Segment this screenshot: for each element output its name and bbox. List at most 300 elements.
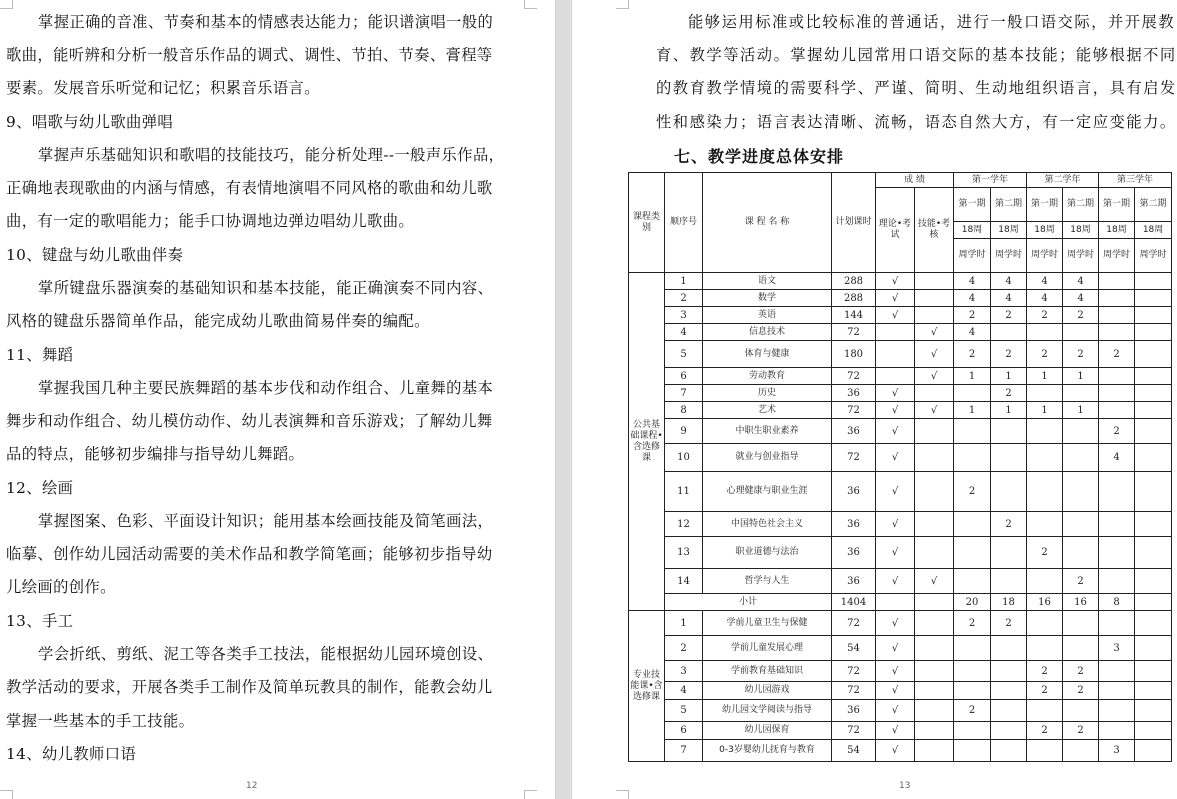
weekly-hours-cell: 2 — [1099, 419, 1135, 444]
page-corner-mark — [616, 790, 629, 799]
skill-check-cell — [915, 636, 954, 661]
seq-cell: 7 — [665, 385, 703, 402]
weekly-hours-cell — [1135, 611, 1172, 636]
header-cell-year: 第一学年 — [954, 173, 1027, 188]
course-name-cell: 中职生职业素养 — [703, 419, 832, 444]
skill-check-cell: √ — [915, 402, 954, 419]
skill-check-cell — [915, 537, 954, 569]
weekly-hours-cell — [1027, 636, 1063, 661]
seq-cell: 6 — [665, 722, 703, 740]
theory-check-cell: √ — [876, 512, 915, 537]
hours-cell: 72 — [832, 402, 876, 419]
weekly-hours-cell — [1063, 537, 1099, 569]
paragraph-line: 掌握一些基本的手工技能。 — [6, 712, 195, 730]
header-cell-weeks: 18周 — [954, 222, 991, 239]
course-name-cell: 劳动教育 — [703, 368, 832, 385]
empty-cell — [915, 594, 954, 611]
header-cell-weeks: 18周 — [991, 222, 1027, 239]
weekly-hours-cell — [1063, 611, 1099, 636]
weekly-hours-cell: 1 — [1063, 402, 1099, 419]
weekly-hours-cell: 2 — [1027, 537, 1063, 569]
hours-cell: 288 — [832, 290, 876, 307]
weekly-hours-cell: 2 — [954, 611, 991, 636]
weekly-hours-cell — [1099, 569, 1135, 594]
header-cell-term: 第一期 — [1027, 188, 1063, 222]
weekly-hours-cell: 2 — [1063, 569, 1099, 594]
weekly-hours-cell: 2 — [1063, 661, 1099, 682]
weekly-hours-cell — [1099, 512, 1135, 537]
hours-cell: 144 — [832, 307, 876, 324]
weekly-hours-cell — [1027, 512, 1063, 537]
hours-cell: 54 — [832, 636, 876, 661]
course-name-cell: 体育与健康 — [703, 341, 832, 368]
weekly-hours-cell — [1063, 636, 1099, 661]
weekly-hours-cell: 4 — [954, 324, 991, 341]
weekly-hours-cell — [954, 385, 991, 402]
theory-check-cell — [876, 324, 915, 341]
weekly-hours-cell — [991, 636, 1027, 661]
theory-check-cell: √ — [876, 700, 915, 722]
weekly-hours-cell — [1135, 722, 1172, 740]
weekly-hours-cell: 3 — [1099, 636, 1135, 661]
weekly-hours-cell — [954, 740, 991, 762]
subtotal-row — [629, 594, 1172, 611]
weekly-hours-cell — [1099, 537, 1135, 569]
theory-check-cell: √ — [876, 385, 915, 402]
hours-cell: 72 — [832, 368, 876, 385]
seq-cell: 11 — [665, 472, 703, 512]
seq-cell: 1 — [665, 273, 703, 290]
seq-cell: 9 — [665, 419, 703, 444]
document-page-right — [571, 0, 1177, 799]
header-cell-term: 第二期 — [1135, 188, 1172, 222]
seq-cell: 13 — [665, 537, 703, 569]
header-cell-hours: 计划课时 — [832, 173, 876, 273]
weekly-hours-cell — [991, 661, 1027, 682]
subtotal-term-cell: 16 — [1063, 594, 1099, 611]
weekly-hours-cell — [1099, 402, 1135, 419]
weekly-hours-cell — [1135, 444, 1172, 472]
theory-check-cell: √ — [876, 569, 915, 594]
paragraph-line: 舞步和动作组合、幼儿模仿动作、幼儿表演舞和音乐游戏；了解幼儿舞 — [6, 412, 493, 430]
weekly-hours-cell — [991, 740, 1027, 762]
course-name-cell: 数学 — [703, 290, 832, 307]
weekly-hours-cell — [1063, 512, 1099, 537]
hours-cell: 36 — [832, 419, 876, 444]
table-row — [629, 402, 1172, 419]
weekly-hours-cell — [1099, 700, 1135, 722]
paragraph-line: 学会折纸、剪纸、泥工等各类手工技法，能根据幼儿园环境创设、 — [38, 645, 494, 663]
seq-cell: 10 — [665, 444, 703, 472]
weekly-hours-cell: 4 — [1027, 273, 1063, 290]
course-name-cell: 艺术 — [703, 402, 832, 419]
theory-check-cell: √ — [876, 537, 915, 569]
subtotal-term-cell: 18 — [991, 594, 1027, 611]
weekly-hours-cell: 2 — [954, 472, 991, 512]
weekly-hours-cell — [1027, 385, 1063, 402]
weekly-hours-cell — [991, 700, 1027, 722]
header-cell-year: 第二学年 — [1027, 173, 1099, 188]
course-name-cell: 幼儿园保育 — [703, 722, 832, 740]
course-name-cell: 学前儿童卫生与保健 — [703, 611, 832, 636]
weekly-hours-cell — [991, 472, 1027, 512]
weekly-hours-cell — [1099, 385, 1135, 402]
weekly-hours-cell — [991, 444, 1027, 472]
weekly-hours-cell: 4 — [991, 273, 1027, 290]
section-heading: 12、绘画 — [6, 479, 74, 497]
weekly-hours-cell — [1027, 419, 1063, 444]
course-name-cell: 幼儿园文学阅读与指导 — [703, 700, 832, 722]
weekly-hours-cell — [1135, 368, 1172, 385]
theory-check-cell: √ — [876, 740, 915, 762]
empty-cell — [876, 594, 915, 611]
weekly-hours-cell: 2 — [1063, 341, 1099, 368]
skill-check-cell — [915, 512, 954, 537]
weekly-hours-cell: 1 — [954, 368, 991, 385]
course-name-cell: 职业道德与法治 — [703, 537, 832, 569]
hours-cell: 36 — [832, 700, 876, 722]
weekly-hours-cell: 2 — [1063, 307, 1099, 324]
header-row — [629, 173, 1172, 188]
weekly-hours-cell: 4 — [1063, 273, 1099, 290]
header-cell-term: 第一期 — [1099, 188, 1135, 222]
skill-check-cell — [915, 661, 954, 682]
header-cell-weekly-hours: 周学时 — [1099, 239, 1135, 273]
weekly-hours-cell: 4 — [1099, 444, 1135, 472]
theory-check-cell: √ — [876, 611, 915, 636]
weekly-hours-cell: 2 — [991, 611, 1027, 636]
page-number: 12 — [246, 781, 258, 791]
weekly-hours-cell — [991, 324, 1027, 341]
table-row — [629, 537, 1172, 569]
weekly-hours-cell: 2 — [991, 512, 1027, 537]
weekly-hours-cell: 1 — [991, 402, 1027, 419]
weekly-hours-cell — [1099, 722, 1135, 740]
paragraph-line: 临摹、创作幼儿园活动需要的美术作品和教学简笔画；能够初步指导幼 — [6, 545, 493, 563]
hours-cell: 72 — [832, 611, 876, 636]
course-name-cell: 幼儿园游戏 — [703, 682, 832, 700]
theory-check-cell: √ — [876, 290, 915, 307]
weekly-hours-cell: 1 — [1027, 402, 1063, 419]
weekly-hours-cell — [1135, 419, 1172, 444]
header-cell-weekly-hours: 周学时 — [1135, 239, 1172, 273]
weekly-hours-cell — [954, 419, 991, 444]
paragraph-line: 掌握正确的音准、节奏和基本的情感表达能力；能识谱演唱一般的 — [38, 13, 494, 31]
paragraph-line: 风格的键盘乐器简单作品，能完成幼儿歌曲简易伴奏的编配。 — [6, 312, 430, 330]
header-cell-term: 第二期 — [1063, 188, 1099, 222]
table-row — [629, 740, 1172, 762]
header-cell-weekly-hours: 周学时 — [991, 239, 1027, 273]
weekly-hours-cell — [1135, 682, 1172, 700]
weekly-hours-cell — [1135, 273, 1172, 290]
seq-cell: 3 — [665, 307, 703, 324]
course-name-cell: 英语 — [703, 307, 832, 324]
page-corner-mark — [0, 790, 13, 799]
weekly-hours-cell: 2 — [954, 307, 991, 324]
weekly-hours-cell: 1 — [1027, 368, 1063, 385]
subtotal-label-cell: 小计 — [665, 594, 832, 611]
paragraph-line: 的教育教学情境的需要科学、严谨、简明、生动地组织语言，具有启发 — [656, 79, 1177, 97]
weekly-hours-cell — [991, 569, 1027, 594]
skill-check-cell: √ — [915, 324, 954, 341]
skill-check-cell — [915, 700, 954, 722]
weekly-hours-cell — [1099, 368, 1135, 385]
skill-check-cell — [915, 611, 954, 636]
subtotal-term-cell: 20 — [954, 594, 991, 611]
hours-cell: 288 — [832, 273, 876, 290]
weekly-hours-cell: 1 — [1063, 368, 1099, 385]
weekly-hours-cell: 4 — [1027, 290, 1063, 307]
course-name-cell: 心理健康与职业生涯 — [703, 472, 832, 512]
hours-cell: 72 — [832, 444, 876, 472]
seq-cell: 6 — [665, 368, 703, 385]
weekly-hours-cell — [1135, 512, 1172, 537]
weekly-hours-cell — [1063, 444, 1099, 472]
weekly-hours-cell — [991, 722, 1027, 740]
weekly-hours-cell — [1063, 385, 1099, 402]
seq-cell: 3 — [665, 661, 703, 682]
schedule-table — [628, 172, 1172, 762]
weekly-hours-cell: 1 — [954, 402, 991, 419]
table-row — [629, 368, 1172, 385]
seq-cell: 7 — [665, 740, 703, 762]
paragraph-line: 歌曲，能听辨和分析一般音乐作品的调式、调性、节拍、节奏、膏程等 — [6, 46, 493, 64]
paragraph-line: 要素。发展音乐听觉和记忆；积累音乐语言。 — [6, 79, 320, 97]
weekly-hours-cell — [991, 419, 1027, 444]
header-cell-weeks: 18周 — [1027, 222, 1063, 239]
seq-cell: 5 — [665, 700, 703, 722]
weekly-hours-cell — [1135, 569, 1172, 594]
weekly-hours-cell: 1 — [991, 368, 1027, 385]
paragraph-line: 掌握我国几种主要民族舞蹈的基本步伐和动作组合、儿童舞的基本 — [38, 379, 494, 397]
section-title: 七、教学进度总体安排 — [674, 147, 845, 166]
theory-check-cell: √ — [876, 419, 915, 444]
seq-cell: 14 — [665, 569, 703, 594]
weekly-hours-cell — [1099, 290, 1135, 307]
skill-check-cell — [915, 472, 954, 512]
weekly-hours-cell — [1135, 402, 1172, 419]
header-cell-weeks: 18周 — [1063, 222, 1099, 239]
weekly-hours-cell — [1135, 324, 1172, 341]
weekly-hours-cell — [954, 722, 991, 740]
header-cell-term: 第二期 — [991, 188, 1027, 222]
seq-cell: 8 — [665, 402, 703, 419]
paragraph-line: 曲，有一定的歌唱能力；能手口协调地边弹边唱幼儿歌曲。 — [6, 212, 415, 230]
page-corner-mark — [524, 0, 537, 9]
weekly-hours-cell — [1099, 682, 1135, 700]
header-cell-weekly-hours: 周学时 — [954, 239, 991, 273]
course-name-cell: 历史 — [703, 385, 832, 402]
weekly-hours-cell — [1099, 611, 1135, 636]
weekly-hours-cell — [1027, 569, 1063, 594]
weekly-hours-cell — [1027, 472, 1063, 512]
theory-check-cell: √ — [876, 402, 915, 419]
weekly-hours-cell — [1027, 611, 1063, 636]
table-row — [629, 512, 1172, 537]
weekly-hours-cell — [1135, 307, 1172, 324]
weekly-hours-cell — [1063, 740, 1099, 762]
hours-cell: 180 — [832, 341, 876, 368]
skill-check-cell — [915, 273, 954, 290]
table-row — [629, 700, 1172, 722]
seq-cell: 2 — [665, 636, 703, 661]
weekly-hours-cell — [954, 569, 991, 594]
weekly-hours-cell — [1099, 472, 1135, 512]
course-name-cell: 学前教育基础知识 — [703, 661, 832, 682]
course-name-cell: 哲学与人生 — [703, 569, 832, 594]
paragraph-line: 性和感染力；语言表达清晰、流畅，语态自然大方，有一定应变能力。 — [656, 113, 1177, 131]
category-cell: 专业技能课•含选修课 — [629, 611, 665, 762]
weekly-hours-cell — [1027, 740, 1063, 762]
theory-check-cell: √ — [876, 636, 915, 661]
header-cell-seq: 顺序号 — [665, 173, 703, 273]
section-heading: 13、手工 — [6, 612, 74, 630]
weekly-hours-cell: 2 — [1063, 682, 1099, 700]
weekly-hours-cell — [954, 682, 991, 700]
paragraph-line: 掌握图案、色彩、平面设计知识；能用基本绘画技能及简笔画法， — [38, 512, 494, 530]
table-row — [629, 472, 1172, 512]
seq-cell: 12 — [665, 512, 703, 537]
weekly-hours-cell: 2 — [991, 341, 1027, 368]
hours-cell: 72 — [832, 722, 876, 740]
table-row — [629, 324, 1172, 341]
page-corner-mark — [524, 790, 537, 799]
table-row — [629, 661, 1172, 682]
paragraph-line: 教学活动的要求，开展各类手工制作及简单玩教具的制作，能教会幼儿 — [6, 678, 493, 696]
table-row — [629, 444, 1172, 472]
table-row — [629, 419, 1172, 444]
hours-cell: 54 — [832, 740, 876, 762]
header-cell-weekly-hours: 周学时 — [1027, 239, 1063, 273]
skill-check-cell: √ — [915, 368, 954, 385]
course-name-cell: 学前儿童发展心理 — [703, 636, 832, 661]
table-row — [629, 569, 1172, 594]
weekly-hours-cell: 4 — [1063, 290, 1099, 307]
weekly-hours-cell — [1135, 661, 1172, 682]
weekly-hours-cell: 4 — [991, 290, 1027, 307]
theory-check-cell: √ — [876, 722, 915, 740]
skill-check-cell — [915, 385, 954, 402]
weekly-hours-cell — [954, 636, 991, 661]
weekly-hours-cell: 2 — [954, 700, 991, 722]
weekly-hours-cell: 2 — [1027, 307, 1063, 324]
subtotal-term-cell: 8 — [1099, 594, 1135, 611]
weekly-hours-cell: 2 — [1099, 341, 1135, 368]
seq-cell: 4 — [665, 682, 703, 700]
seq-cell: 2 — [665, 290, 703, 307]
skill-check-cell — [915, 444, 954, 472]
paragraph-line: 正确地表现歌曲的内涵与情感，有表情地演唱不同风格的歌曲和幼儿歌 — [6, 179, 493, 197]
weekly-hours-cell — [1135, 537, 1172, 569]
skill-check-cell — [915, 307, 954, 324]
weekly-hours-cell — [1135, 636, 1172, 661]
course-name-cell: 0-3岁婴幼儿抚育与教育 — [703, 740, 832, 762]
weekly-hours-cell — [1135, 290, 1172, 307]
weekly-hours-cell: 4 — [954, 290, 991, 307]
course-name-cell: 就业与创业指导 — [703, 444, 832, 472]
header-cell-weekly-hours: 周学时 — [1063, 239, 1099, 273]
subtotal-term-cell — [1135, 594, 1172, 611]
theory-check-cell: √ — [876, 472, 915, 512]
weekly-hours-cell — [1099, 324, 1135, 341]
weekly-hours-cell — [954, 444, 991, 472]
weekly-hours-cell — [1063, 472, 1099, 512]
weekly-hours-cell — [1135, 700, 1172, 722]
course-name-cell: 中国特色社会主义 — [703, 512, 832, 537]
header-cell-assessment: 成 绩 — [876, 173, 954, 188]
course-name-cell: 信息技术 — [703, 324, 832, 341]
table-row — [629, 341, 1172, 368]
weekly-hours-cell — [1027, 324, 1063, 341]
paragraph-line: 能够运用标准或比较标准的普通话，进行一般口语交际，并开展教 — [688, 13, 1176, 31]
hours-cell: 36 — [832, 537, 876, 569]
skill-check-cell — [915, 290, 954, 307]
header-cell-name: 课 程 名 称 — [703, 173, 832, 273]
page-corner-mark — [0, 0, 13, 9]
skill-check-cell — [915, 740, 954, 762]
weekly-hours-cell — [991, 537, 1027, 569]
section-heading: 14、幼儿教师口语 — [6, 745, 137, 763]
weekly-hours-cell — [1135, 472, 1172, 512]
paragraph-line: 掌所键盘乐器演奏的基础知识和基本技能，能正确演奏不同内容、 — [38, 279, 494, 297]
hours-cell: 36 — [832, 569, 876, 594]
paragraph-line: 掌握声乐基础知识和歌唱的技能技巧，能分析处理--一般声乐作品， — [38, 146, 505, 164]
weekly-hours-cell: 2 — [1027, 722, 1063, 740]
weekly-hours-cell — [1063, 324, 1099, 341]
skill-check-cell — [915, 722, 954, 740]
weekly-hours-cell — [1063, 700, 1099, 722]
paragraph-line: 儿绘画的创作。 — [6, 578, 116, 596]
paragraph-line: 品的特点，能够初步编排与指导幼儿舞蹈。 — [6, 445, 305, 463]
header-cell-weeks: 18周 — [1135, 222, 1172, 239]
weekly-hours-cell — [1099, 273, 1135, 290]
table-row — [629, 682, 1172, 700]
theory-check-cell — [876, 368, 915, 385]
weekly-hours-cell: 2 — [1027, 341, 1063, 368]
skill-check-cell — [915, 419, 954, 444]
header-cell-theory-exam: 理论•考试 — [876, 188, 915, 273]
weekly-hours-cell — [1135, 341, 1172, 368]
page-number: 13 — [899, 781, 911, 791]
weekly-hours-cell: 2 — [1063, 722, 1099, 740]
section-heading: 10、键盘与幼儿歌曲伴奏 — [6, 246, 184, 264]
subtotal-hours-cell: 1404 — [832, 594, 876, 611]
section-heading: 11、舞蹈 — [6, 346, 74, 364]
theory-check-cell: √ — [876, 661, 915, 682]
weekly-hours-cell: 2 — [991, 385, 1027, 402]
weekly-hours-cell — [991, 682, 1027, 700]
weekly-hours-cell — [954, 537, 991, 569]
weekly-hours-cell — [1063, 419, 1099, 444]
weekly-hours-cell: 3 — [1099, 740, 1135, 762]
header-cell-weeks: 18周 — [1099, 222, 1135, 239]
theory-check-cell: √ — [876, 273, 915, 290]
seq-cell: 5 — [665, 341, 703, 368]
hours-cell: 72 — [832, 661, 876, 682]
weekly-hours-cell — [954, 512, 991, 537]
seq-cell: 1 — [665, 611, 703, 636]
table-row — [629, 273, 1172, 290]
table-row — [629, 636, 1172, 661]
skill-check-cell: √ — [915, 341, 954, 368]
section-heading: 9、唱歌与幼儿歌曲弹唱 — [6, 113, 174, 131]
weekly-hours-cell: 4 — [954, 273, 991, 290]
table-row — [629, 290, 1172, 307]
seq-cell: 4 — [665, 324, 703, 341]
header-cell-year: 第三学年 — [1099, 173, 1172, 188]
theory-check-cell: √ — [876, 682, 915, 700]
weekly-hours-cell — [1099, 307, 1135, 324]
